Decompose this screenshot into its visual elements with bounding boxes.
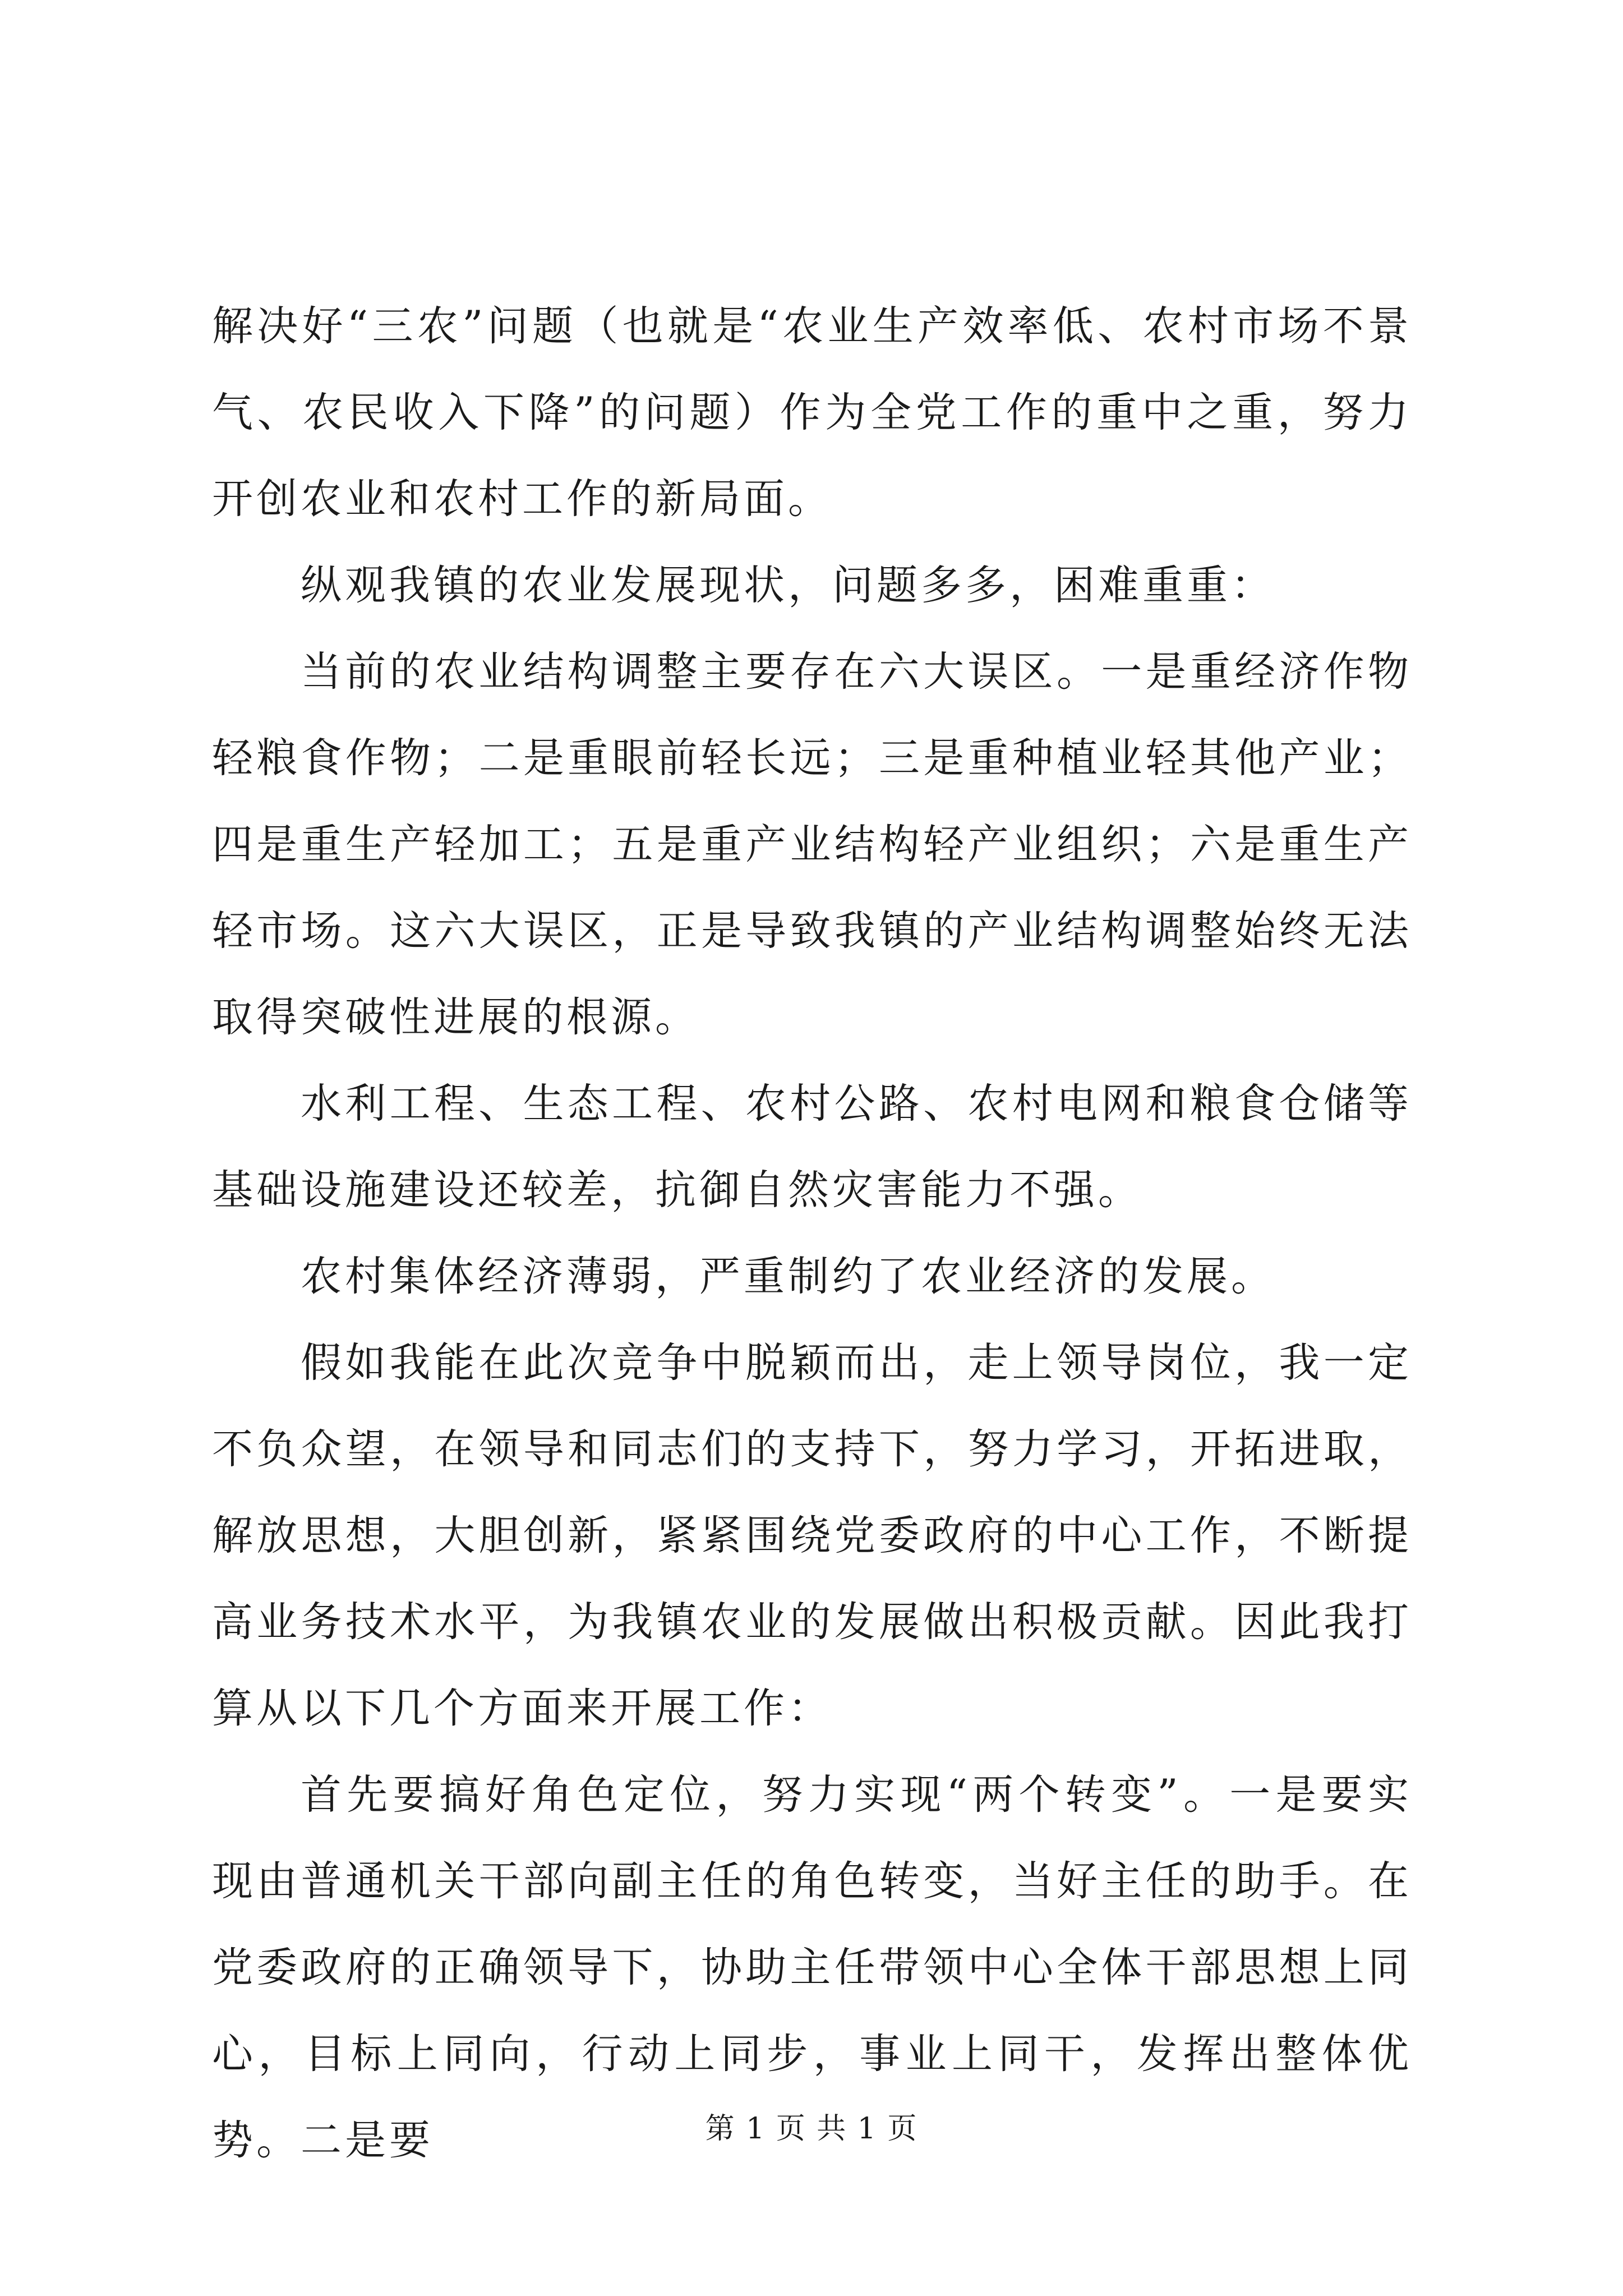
paragraph: 农村集体经济薄弱，严重制约了农业经济的发展。 bbox=[301, 1253, 1275, 1300]
paragraph: 当前的农业结构调整主要存在六大误区。一是重经济作物轻粮食作物；二是重眼前轻长远；三是重种植业轻其他产业；四是重生产轻加工；五是重产业结构轻产业组织；六是重生产轻市场。这六大误区，正是导致我镇的产业结构调整始终无法取得突破性进展的根源。 bbox=[212, 648, 1412, 1041]
document-body bbox=[212, 283, 1412, 2184]
paragraph: 首先要搞好角色定位，努力实现“两个转变”。一是要实现由普通机关干部向副主任的角色转变，当好主任的助手。在党委政府的正确领导下，协助主任带领中心全体干部思想上同心，目标上同向，行动上同步，事业上同干，发挥出整体优势。二是要 bbox=[212, 1771, 1412, 2164]
paragraph: 假如我能在此次竞争中脱颖而出，走上领导岗位，我一定不负众望，在领导和同志们的支持下，努力学习，开拓进取，解放思想，大胆创新，紧紧围绕党委政府的中心工作，不断提高业务技术水平，为我镇农业的发展做出积极贡献。因此我打算从以下几个方面来开展工作： bbox=[212, 1339, 1412, 1732]
page-number-footer: 第 1 页 共 1 页 bbox=[705, 2112, 918, 2146]
paragraph: 解决好“三农”问题（也就是“农业生产效率低、农村市场不景气、农民收入下降”的问题）作为全党工作的重中之重，努力开创农业和农村工作的新局面。 bbox=[212, 302, 1412, 523]
paragraph: 水利工程、生态工程、农村公路、农村电网和粮食仓储等基础设施建设还较差，抗御自然灾害能力不强。 bbox=[212, 1080, 1412, 1214]
paragraph: 纵观我镇的农业发展现状，问题多多，困难重重： bbox=[301, 562, 1275, 609]
